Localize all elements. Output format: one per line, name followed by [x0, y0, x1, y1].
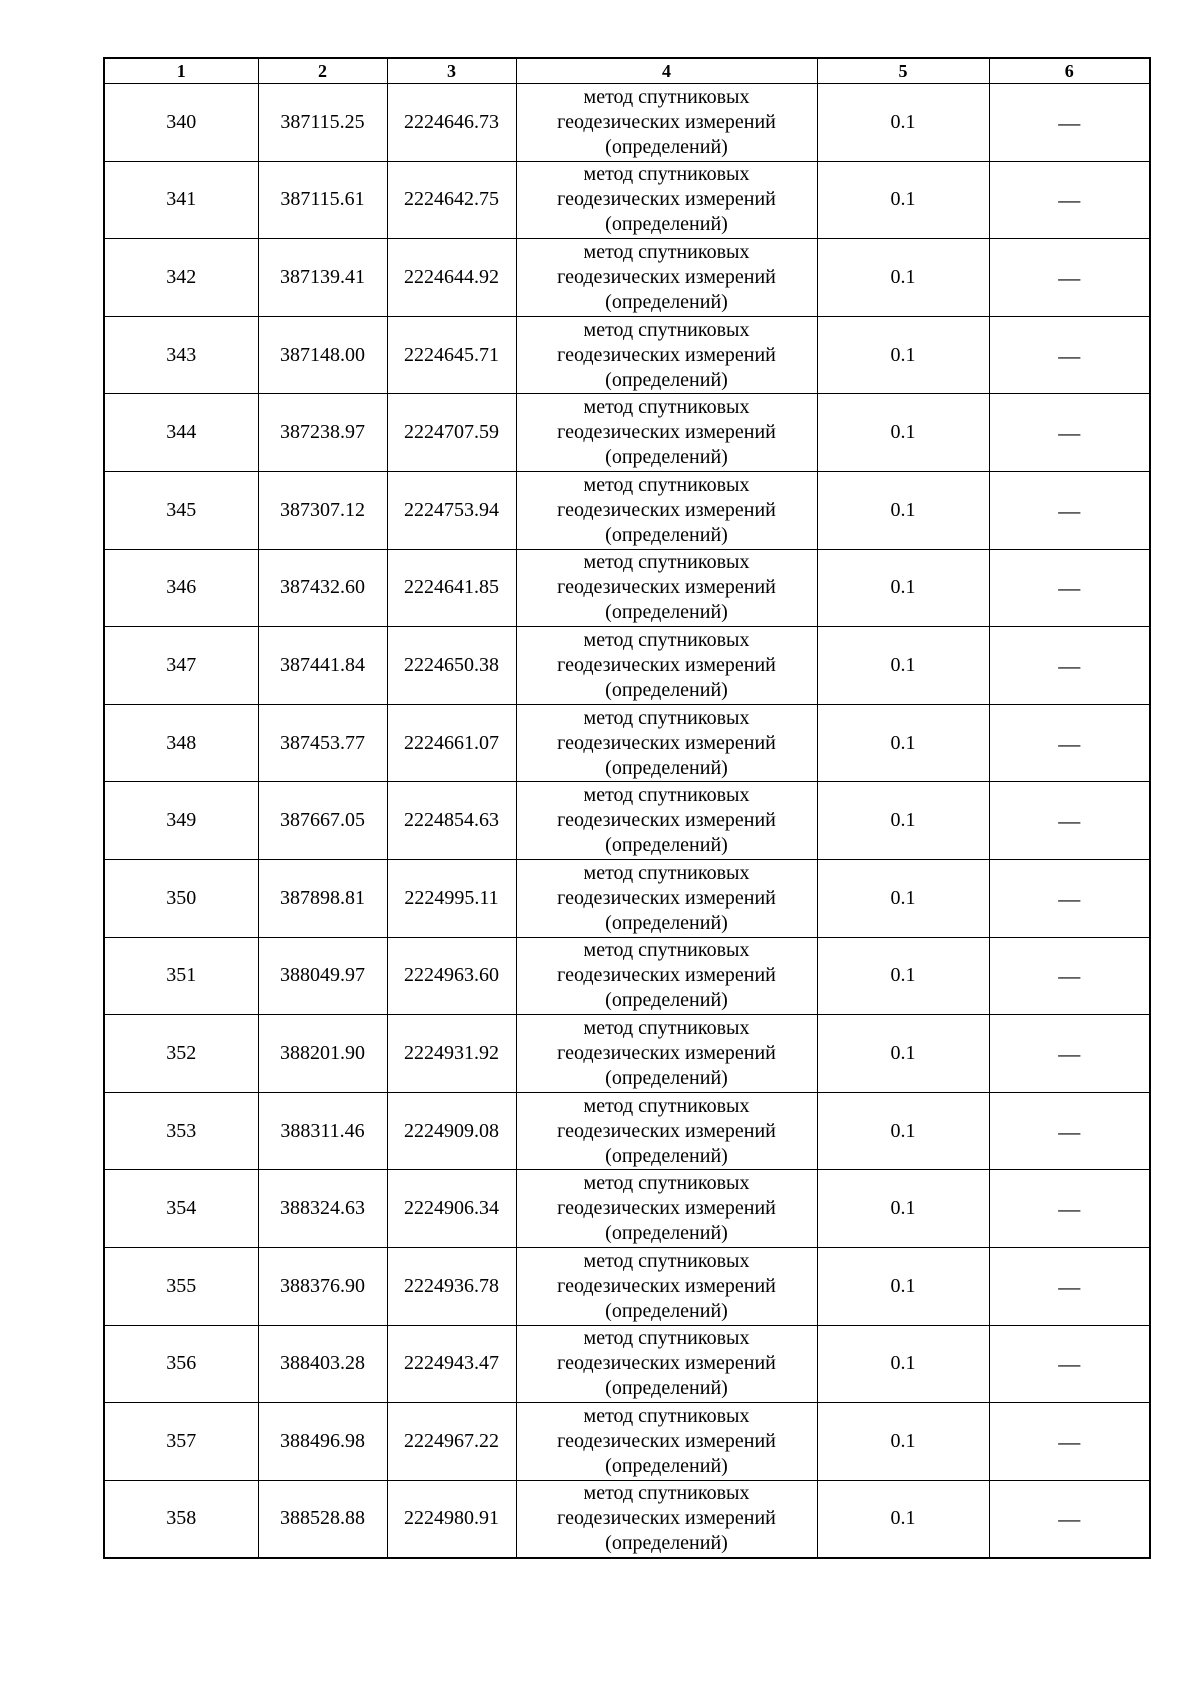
table-row: [104, 316, 1150, 394]
accuracy-cell: 0.1: [817, 394, 989, 472]
note-cell: —: [989, 471, 1150, 549]
method-line: (определений): [605, 523, 728, 546]
table-row: [104, 1325, 1150, 1403]
header-row: [104, 58, 1150, 84]
method-line: метод спутниковых: [583, 784, 750, 807]
coordinates-table: [103, 57, 1151, 1559]
point-number-cell: 358: [104, 1480, 258, 1558]
col-header-3: 3: [387, 58, 516, 84]
method-cell: [516, 1247, 817, 1325]
method-line: (определений): [605, 446, 728, 469]
accuracy-cell: 0.1: [817, 1480, 989, 1558]
note-cell: —: [989, 549, 1150, 627]
accuracy-cell: 0.1: [817, 549, 989, 627]
method-line: (определений): [605, 1377, 728, 1400]
x-coordinate-cell: 388528.88: [258, 1480, 387, 1558]
point-number-cell: 340: [104, 84, 258, 162]
y-coordinate-cell: 2224906.34: [387, 1170, 516, 1248]
point-number-cell: 350: [104, 859, 258, 937]
accuracy-cell: 0.1: [817, 782, 989, 860]
method-line: метод спутниковых: [583, 551, 750, 574]
note-cell: —: [989, 1092, 1150, 1170]
method-line: геодезических измерений: [557, 1041, 776, 1064]
x-coordinate-cell: 387238.97: [258, 394, 387, 472]
note-cell: —: [989, 84, 1150, 162]
x-coordinate-cell: 387898.81: [258, 859, 387, 937]
accuracy-cell: 0.1: [817, 84, 989, 162]
method-line: метод спутниковых: [583, 163, 750, 186]
col-header-1: 1: [104, 58, 258, 84]
point-number-cell: 351: [104, 937, 258, 1015]
point-number-cell: 356: [104, 1325, 258, 1403]
col-header-5: 5: [817, 58, 989, 84]
col-header-2: 2: [258, 58, 387, 84]
method-line: метод спутниковых: [583, 939, 750, 962]
y-coordinate-cell: 2224644.92: [387, 239, 516, 317]
y-coordinate-cell: 2224642.75: [387, 161, 516, 239]
method-line: метод спутниковых: [583, 1249, 750, 1272]
table-row: [104, 1480, 1150, 1558]
table-row: [104, 937, 1150, 1015]
note-cell: —: [989, 627, 1150, 705]
method-line: метод спутниковых: [583, 1482, 750, 1505]
note-cell: —: [989, 859, 1150, 937]
method-line: геодезических измерений: [557, 1507, 776, 1530]
accuracy-cell: 0.1: [817, 1015, 989, 1093]
method-line: (определений): [605, 135, 728, 158]
x-coordinate-cell: 388376.90: [258, 1247, 387, 1325]
method-cell: [516, 1403, 817, 1481]
method-line: метод спутниковых: [583, 473, 750, 496]
note-cell: —: [989, 1247, 1150, 1325]
method-line: геодезических измерений: [557, 576, 776, 599]
method-cell: [516, 239, 817, 317]
method-line: геодезических измерений: [557, 498, 776, 521]
x-coordinate-cell: 388049.97: [258, 937, 387, 1015]
method-line: метод спутниковых: [583, 1094, 750, 1117]
method-line: (определений): [605, 1299, 728, 1322]
y-coordinate-cell: 2224641.85: [387, 549, 516, 627]
y-coordinate-cell: 2224909.08: [387, 1092, 516, 1170]
table-row: [104, 782, 1150, 860]
method-line: геодезических измерений: [557, 343, 776, 366]
col-header-6: 6: [989, 58, 1150, 84]
note-cell: —: [989, 1480, 1150, 1558]
x-coordinate-cell: 387148.00: [258, 316, 387, 394]
y-coordinate-cell: 2224854.63: [387, 782, 516, 860]
method-line: геодезических измерений: [557, 110, 776, 133]
x-coordinate-cell: 387432.60: [258, 549, 387, 627]
point-number-cell: 345: [104, 471, 258, 549]
table-row: [104, 394, 1150, 472]
point-number-cell: 346: [104, 549, 258, 627]
method-line: (определений): [605, 678, 728, 701]
accuracy-cell: 0.1: [817, 859, 989, 937]
y-coordinate-cell: 2224967.22: [387, 1403, 516, 1481]
method-line: (определений): [605, 911, 728, 934]
table-row: [104, 1403, 1150, 1481]
table-row: [104, 161, 1150, 239]
accuracy-cell: 0.1: [817, 937, 989, 1015]
note-cell: —: [989, 704, 1150, 782]
y-coordinate-cell: 2224936.78: [387, 1247, 516, 1325]
method-line: метод спутниковых: [583, 1016, 750, 1039]
x-coordinate-cell: 387115.25: [258, 84, 387, 162]
table-row: [104, 859, 1150, 937]
note-cell: —: [989, 1170, 1150, 1248]
method-cell: [516, 394, 817, 472]
method-line: (определений): [605, 1454, 728, 1477]
x-coordinate-cell: 388496.98: [258, 1403, 387, 1481]
method-line: метод спутниковых: [583, 1327, 750, 1350]
method-line: (определений): [605, 368, 728, 391]
method-cell: [516, 1015, 817, 1093]
method-line: (определений): [605, 1532, 728, 1555]
table-row: [104, 1092, 1150, 1170]
x-coordinate-cell: 388201.90: [258, 1015, 387, 1093]
method-cell: [516, 1325, 817, 1403]
accuracy-cell: 0.1: [817, 1247, 989, 1325]
accuracy-cell: 0.1: [817, 471, 989, 549]
point-number-cell: 349: [104, 782, 258, 860]
point-number-cell: 344: [104, 394, 258, 472]
method-line: геодезических измерений: [557, 1119, 776, 1142]
y-coordinate-cell: 2224650.38: [387, 627, 516, 705]
method-line: метод спутниковых: [583, 240, 750, 263]
note-cell: —: [989, 937, 1150, 1015]
table-row: [104, 471, 1150, 549]
method-cell: [516, 704, 817, 782]
method-line: метод спутниковых: [583, 318, 750, 341]
accuracy-cell: 0.1: [817, 161, 989, 239]
method-cell: [516, 161, 817, 239]
point-number-cell: 348: [104, 704, 258, 782]
point-number-cell: 354: [104, 1170, 258, 1248]
y-coordinate-cell: 2224753.94: [387, 471, 516, 549]
method-line: геодезических измерений: [557, 188, 776, 211]
point-number-cell: 357: [104, 1403, 258, 1481]
method-line: метод спутниковых: [583, 1172, 750, 1195]
point-number-cell: 342: [104, 239, 258, 317]
method-cell: [516, 1092, 817, 1170]
table-row: [104, 1247, 1150, 1325]
method-cell: [516, 859, 817, 937]
y-coordinate-cell: 2224943.47: [387, 1325, 516, 1403]
accuracy-cell: 0.1: [817, 1170, 989, 1248]
method-line: метод спутниковых: [583, 628, 750, 651]
method-cell: [516, 782, 817, 860]
note-cell: —: [989, 316, 1150, 394]
table-row: [104, 239, 1150, 317]
method-line: метод спутниковых: [583, 396, 750, 419]
method-line: (определений): [605, 290, 728, 313]
note-cell: —: [989, 394, 1150, 472]
note-cell: —: [989, 1015, 1150, 1093]
y-coordinate-cell: 2224646.73: [387, 84, 516, 162]
method-cell: [516, 84, 817, 162]
point-number-cell: 341: [104, 161, 258, 239]
y-coordinate-cell: 2224931.92: [387, 1015, 516, 1093]
x-coordinate-cell: 387307.12: [258, 471, 387, 549]
method-line: геодезических измерений: [557, 1274, 776, 1297]
accuracy-cell: 0.1: [817, 1403, 989, 1481]
point-number-cell: 353: [104, 1092, 258, 1170]
method-line: геодезических измерений: [557, 1197, 776, 1220]
y-coordinate-cell: 2224645.71: [387, 316, 516, 394]
accuracy-cell: 0.1: [817, 704, 989, 782]
table-row: [104, 84, 1150, 162]
accuracy-cell: 0.1: [817, 627, 989, 705]
x-coordinate-cell: 388324.63: [258, 1170, 387, 1248]
note-cell: —: [989, 1403, 1150, 1481]
accuracy-cell: 0.1: [817, 239, 989, 317]
y-coordinate-cell: 2224963.60: [387, 937, 516, 1015]
method-line: (определений): [605, 756, 728, 779]
method-line: (определений): [605, 601, 728, 624]
point-number-cell: 355: [104, 1247, 258, 1325]
table-row: [104, 704, 1150, 782]
table-body: [104, 84, 1150, 1559]
method-line: геодезических измерений: [557, 1352, 776, 1375]
method-cell: [516, 471, 817, 549]
method-cell: [516, 316, 817, 394]
note-cell: —: [989, 1325, 1150, 1403]
table-row: [104, 549, 1150, 627]
y-coordinate-cell: 2224707.59: [387, 394, 516, 472]
method-line: геодезических измерений: [557, 886, 776, 909]
x-coordinate-cell: 387667.05: [258, 782, 387, 860]
method-line: геодезических измерений: [557, 731, 776, 754]
method-cell: [516, 937, 817, 1015]
method-cell: [516, 1170, 817, 1248]
accuracy-cell: 0.1: [817, 1325, 989, 1403]
note-cell: —: [989, 161, 1150, 239]
method-line: метод спутниковых: [583, 85, 750, 108]
method-line: метод спутниковых: [583, 861, 750, 884]
x-coordinate-cell: 387115.61: [258, 161, 387, 239]
method-cell: [516, 627, 817, 705]
x-coordinate-cell: 387139.41: [258, 239, 387, 317]
x-coordinate-cell: 388403.28: [258, 1325, 387, 1403]
point-number-cell: 352: [104, 1015, 258, 1093]
table-row: [104, 1015, 1150, 1093]
method-line: (определений): [605, 834, 728, 857]
y-coordinate-cell: 2224661.07: [387, 704, 516, 782]
method-line: (определений): [605, 1066, 728, 1089]
accuracy-cell: 0.1: [817, 1092, 989, 1170]
method-line: (определений): [605, 1222, 728, 1245]
point-number-cell: 343: [104, 316, 258, 394]
note-cell: —: [989, 782, 1150, 860]
method-cell: [516, 549, 817, 627]
x-coordinate-cell: 387453.77: [258, 704, 387, 782]
col-header-4: 4: [516, 58, 817, 84]
y-coordinate-cell: 2224980.91: [387, 1480, 516, 1558]
method-line: геодезических измерений: [557, 964, 776, 987]
accuracy-cell: 0.1: [817, 316, 989, 394]
method-line: метод спутниковых: [583, 1404, 750, 1427]
point-number-cell: 347: [104, 627, 258, 705]
method-line: метод спутниковых: [583, 706, 750, 729]
table-row: [104, 1170, 1150, 1248]
method-line: геодезических измерений: [557, 653, 776, 676]
method-line: геодезических измерений: [557, 809, 776, 832]
method-line: геодезических измерений: [557, 265, 776, 288]
y-coordinate-cell: 2224995.11: [387, 859, 516, 937]
method-cell: [516, 1480, 817, 1558]
x-coordinate-cell: 388311.46: [258, 1092, 387, 1170]
method-line: (определений): [605, 989, 728, 1012]
table-row: [104, 627, 1150, 705]
method-line: геодезических измерений: [557, 421, 776, 444]
note-cell: —: [989, 239, 1150, 317]
method-line: (определений): [605, 1144, 728, 1167]
x-coordinate-cell: 387441.84: [258, 627, 387, 705]
method-line: геодезических измерений: [557, 1429, 776, 1452]
method-line: (определений): [605, 213, 728, 236]
